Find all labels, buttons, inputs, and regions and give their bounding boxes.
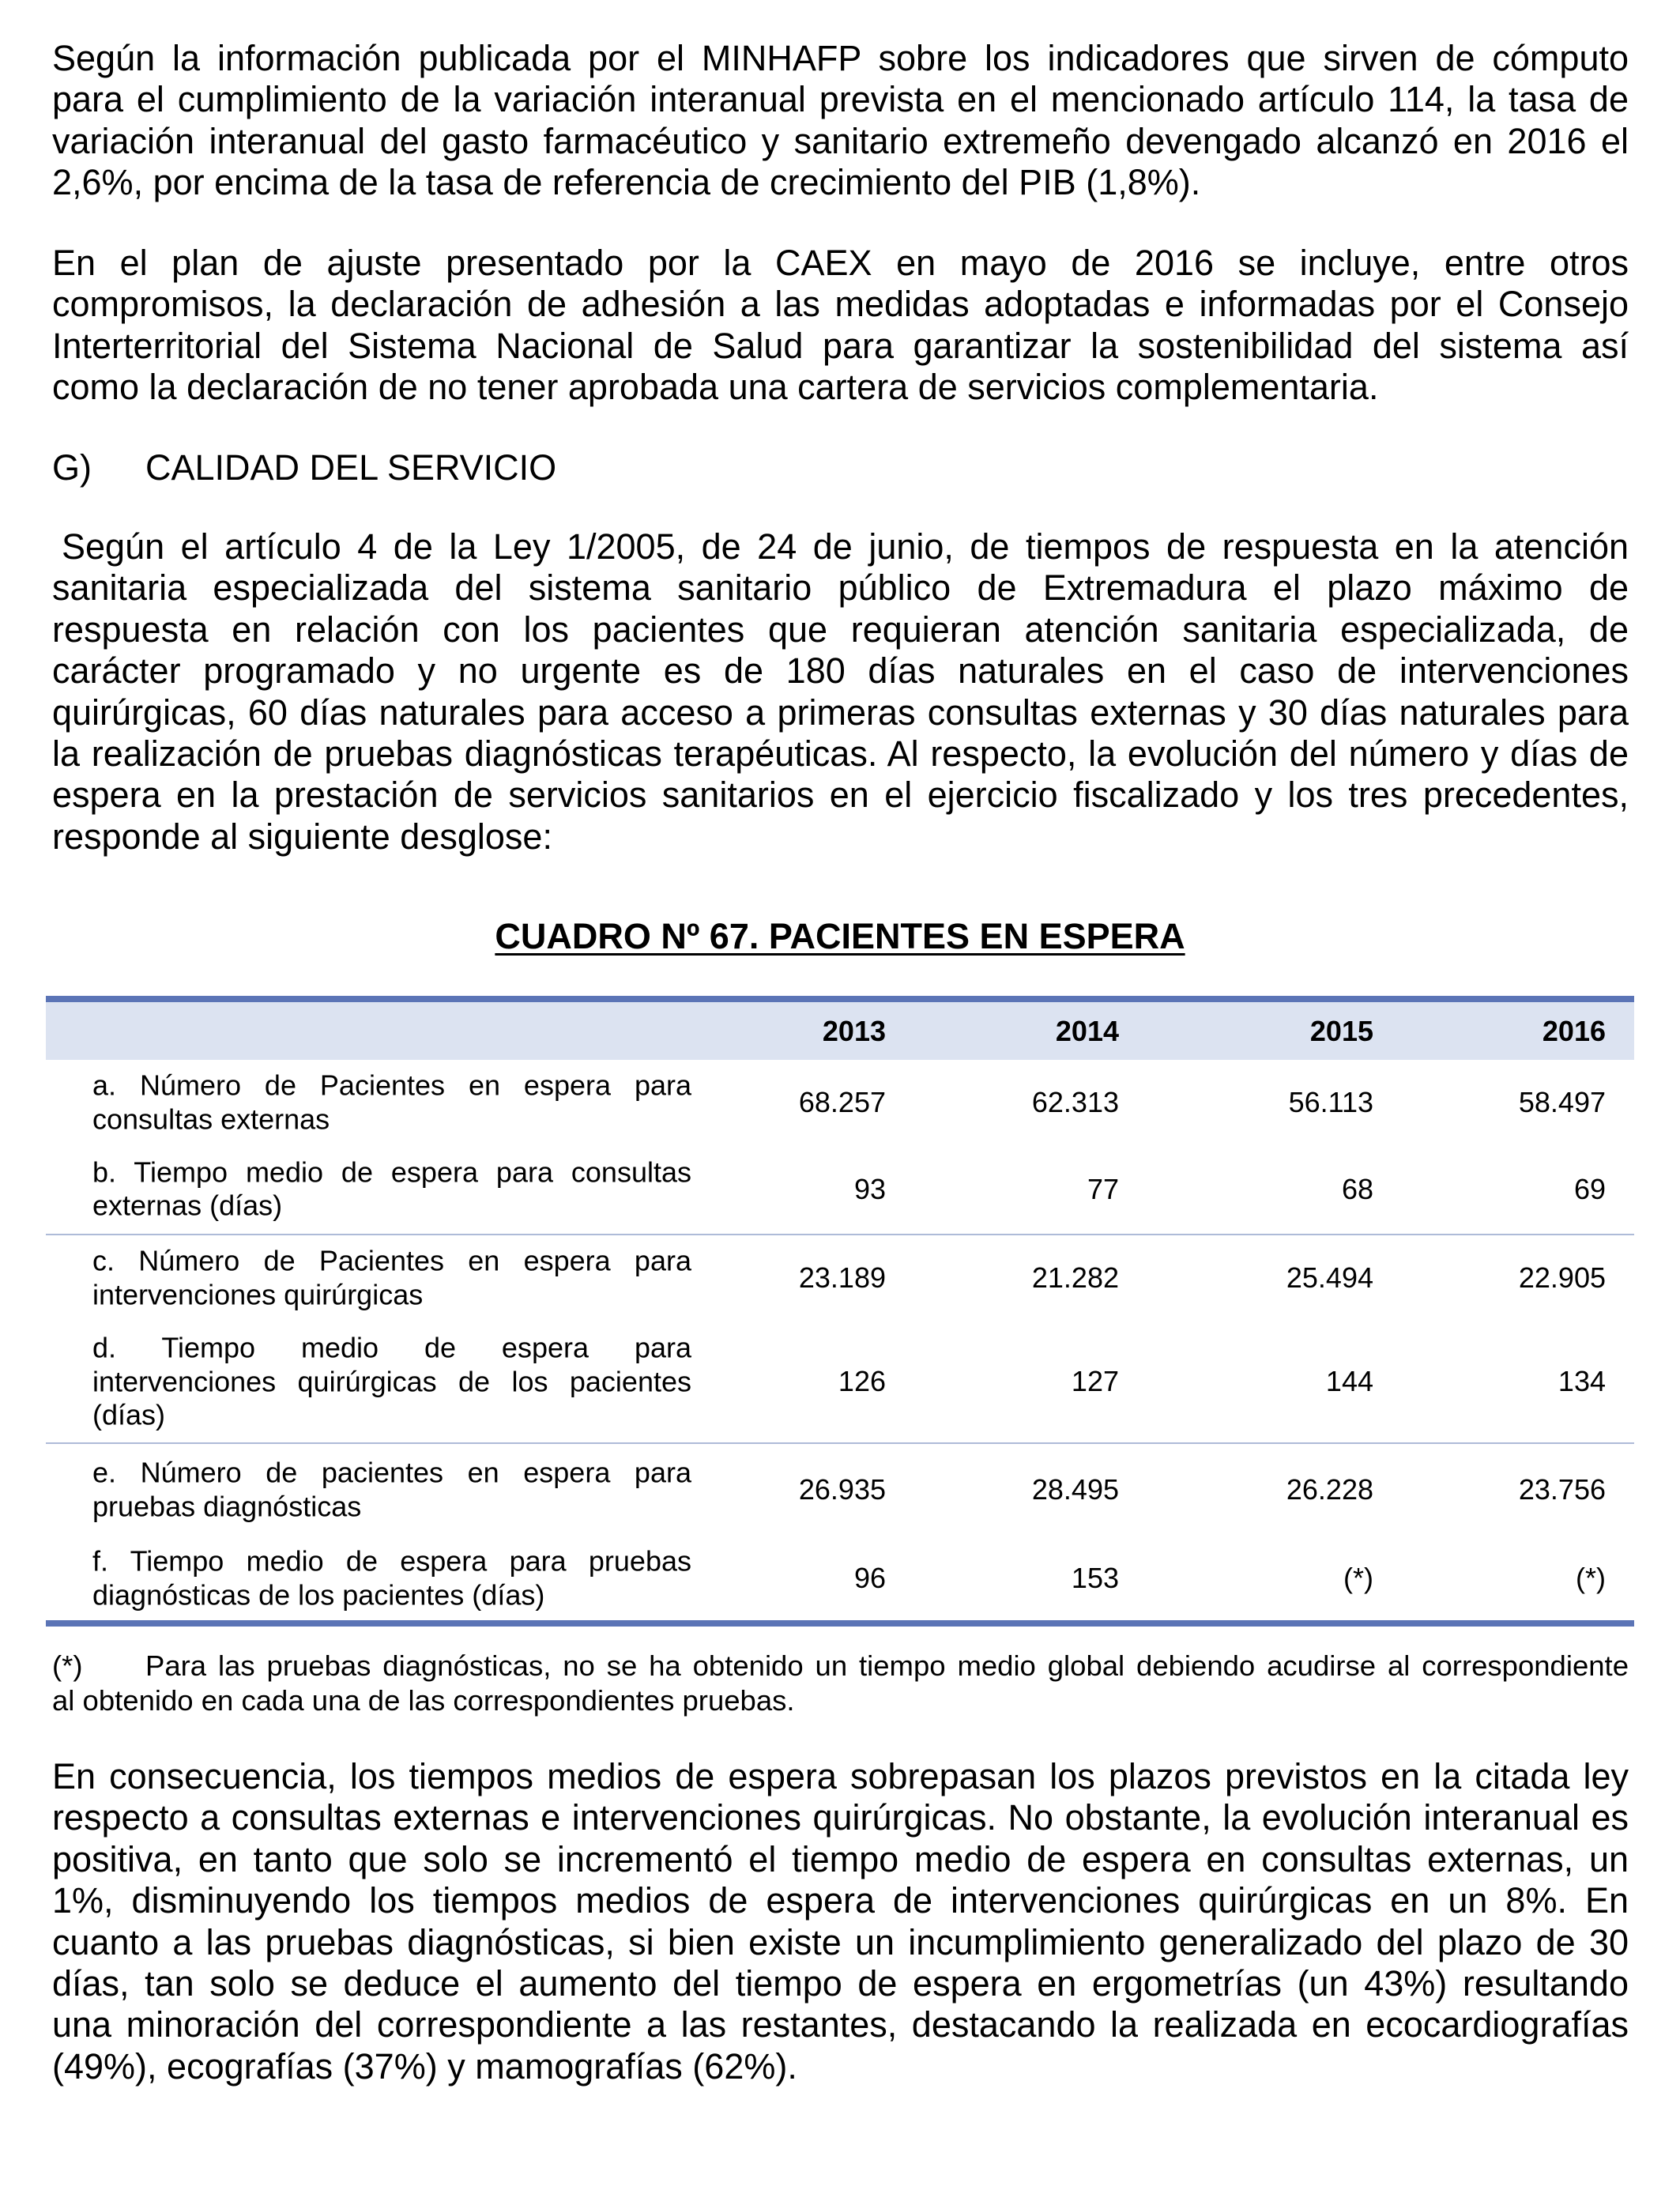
header-2016: 2016	[1542, 1014, 1606, 1047]
cell-2013: 68.257	[798, 1085, 886, 1118]
section-number: G)	[52, 447, 92, 488]
text-line: 1%, disminuyendo los tiempos medios de espera de intervenciones quirúrgicas en un 8%. En	[52, 1880, 1629, 1921]
cell-2014: 28.495	[1031, 1472, 1119, 1506]
paragraph-gasto-farmaceutico	[52, 38, 1629, 204]
text-line: respecto a consultas externas e intervenciones quirúrgicas. No obstante, la evolución interanual es	[52, 1797, 1629, 1838]
row-label	[92, 1245, 691, 1312]
cell-2013: 23.189	[798, 1261, 886, 1294]
table-footnote	[52, 1649, 1629, 1718]
text-line: espera en la prestación de servicios sanitarios en el ejercicio fiscalizado y los tres precedentes,	[52, 775, 1629, 816]
cell-2014: 127	[1071, 1364, 1119, 1397]
table-row	[46, 1536, 1634, 1620]
footnote-line: al obtenido en cada una de las correspondientes pruebas.	[52, 1684, 795, 1717]
text-line: carácter programado y no urgente es de 180 días naturales en el caso de intervenciones	[52, 650, 1629, 692]
row-label-line: pruebas diagnósticas	[92, 1490, 362, 1522]
text-line: Según la información publicada por el MINHAFP sobre los indicadores que sirven de cómputo	[52, 38, 1629, 78]
paragraph-consecuencia	[52, 1756, 1629, 2087]
text-line: sanitaria especializada del sistema sanitario público de Extremadura el plazo máximo de	[52, 567, 1629, 609]
row-label	[92, 1545, 691, 1612]
text-line: responde al siguiente desglose:	[52, 816, 552, 857]
cell-2016: (*)	[1576, 1561, 1606, 1594]
cell-2016: 23.756	[1518, 1472, 1606, 1506]
cell-2013: 26.935	[798, 1472, 886, 1506]
text-line: quirúrgicas, 60 días naturales para acceso a primeras consultas externas y 30 días naturales para	[52, 692, 1629, 733]
table-header-row	[46, 1002, 1634, 1060]
text-line: Interterritorial del Sistema Nacional de Salud para garantizar la sostenibilidad del sistema así	[52, 325, 1629, 366]
header-2014: 2014	[1055, 1014, 1119, 1047]
text-line: positiva, en tanto que solo se incrementó el tiempo medio de espera en consultas externas, un	[52, 1838, 1629, 1879]
row-label-line: b. Tiempo medio de espera para consultas	[92, 1155, 691, 1188]
paragraph-ley-tiempos-respuesta	[52, 526, 1629, 858]
row-label-line: intervenciones quirúrgicas	[92, 1278, 424, 1310]
row-label-line: f. Tiempo medio de espera para pruebas	[92, 1544, 691, 1578]
cell-2016: 58.497	[1518, 1085, 1606, 1118]
row-label-line: externas (días)	[92, 1189, 283, 1222]
table-bottom-rule	[46, 1620, 1634, 1627]
patients-waiting-table	[46, 996, 1634, 1628]
cell-2015: 25.494	[1286, 1261, 1373, 1294]
text-line: la realización de pruebas diagnósticas terapéuticas. Al respecto, la evolución del número y días de	[52, 733, 1629, 775]
cell-2014: 153	[1071, 1561, 1119, 1594]
row-label-line: (días)	[92, 1398, 166, 1431]
row-label	[92, 1331, 691, 1432]
cell-2013: 93	[853, 1172, 886, 1205]
text-line: variación interanual del gasto farmacéutico y sanitario extremeño devengado alcanzó en 2016 el	[52, 120, 1629, 161]
row-label-line: consultas externas	[92, 1103, 330, 1135]
table-title: CUADRO Nº 67. PACIENTES EN ESPERA	[495, 916, 1185, 956]
text-line: 2,6%, por encima de la tasa de referencia de crecimiento del PIB (1,8%).	[52, 162, 1201, 203]
cell-2015: 56.113	[1288, 1085, 1373, 1118]
cell-2013: 126	[838, 1364, 886, 1397]
cell-2014: 77	[1087, 1172, 1119, 1205]
text-line: cuanto a las pruebas diagnósticas, si bien existe un incumplimiento generalizado del plazo de 30	[52, 1921, 1629, 1962]
text-line: días, tan solo se deduce el aumento del tiempo de espera en ergometrías (un 43%) resultando	[52, 1963, 1629, 2004]
header-2015: 2015	[1309, 1014, 1373, 1047]
section-title: CALIDAD DEL SERVICIO	[145, 447, 557, 488]
cell-2015: 68	[1341, 1172, 1373, 1205]
text-line: respuesta en relación con los pacientes que requieran atención sanitaria especializada, de	[52, 609, 1629, 650]
text-line: Según el artículo 4 de la Ley 1/2005, de 24 de junio, de tiempos de respuesta en la atención	[62, 526, 1629, 567]
row-label-line: intervenciones quirúrgicas de los pacientes	[92, 1364, 691, 1397]
row-label-line: diagnósticas de los pacientes (días)	[92, 1578, 545, 1611]
cell-2016: 134	[1558, 1364, 1606, 1397]
text-line: una minoración del correspondiente a las restantes, destacando la realizada en ecocardiografías	[52, 2004, 1629, 2045]
table-top-rule	[46, 996, 1634, 1002]
table-row	[46, 1235, 1634, 1321]
text-line: para el cumplimiento de la variación interanual prevista en el mencionado artículo 114, la tasa de	[52, 79, 1629, 120]
table-row	[46, 1145, 1634, 1233]
text-line: como la declaración de no tener aprobada una cartera de servicios complementaria.	[52, 367, 1379, 408]
cell-2014: 21.282	[1031, 1261, 1119, 1294]
paragraph-plan-de-ajuste	[52, 243, 1629, 409]
table-row	[46, 1443, 1634, 1536]
row-label-line: d. Tiempo medio de espera para	[92, 1331, 691, 1364]
row-label	[92, 1155, 691, 1223]
cell-2015: (*)	[1343, 1561, 1373, 1594]
row-label	[92, 1457, 691, 1524]
row-label-line: c. Número de Pacientes en espera para	[92, 1244, 691, 1277]
cell-2016: 69	[1573, 1172, 1606, 1205]
text-line: En el plan de ajuste presentado por la CAEX en mayo de 2016 se incluye, entre otros	[52, 243, 1629, 283]
row-label-line: a. Número de Pacientes en espera para	[92, 1069, 691, 1102]
cell-2015: 144	[1325, 1364, 1373, 1397]
cell-2016: 22.905	[1518, 1261, 1606, 1294]
section-heading	[52, 447, 1629, 489]
table-row	[46, 1060, 1634, 1145]
footnote-line: Para las pruebas diagnósticas, no se ha obtenido un tiempo medio global debiendo acudirse al correspondiente	[145, 1649, 1629, 1682]
cell-2013: 96	[853, 1561, 886, 1594]
row-label	[92, 1069, 691, 1137]
cell-2014: 62.313	[1031, 1085, 1119, 1118]
footnote-marker: (*)	[52, 1649, 83, 1682]
text-line: En consecuencia, los tiempos medios de espera sobrepasan los plazos previstos en la citada ley	[52, 1756, 1629, 1796]
cell-2015: 26.228	[1286, 1472, 1373, 1506]
row-label-line: e. Número de pacientes en espera para	[92, 1456, 691, 1489]
text-line: compromisos, la declaración de adhesión a las medidas adoptadas e informadas por el Consejo	[52, 284, 1629, 325]
text-line: (49%), ecografías (37%) y mamografías (62%).	[52, 2045, 797, 2087]
table-row	[46, 1321, 1634, 1442]
header-2013: 2013	[822, 1014, 886, 1047]
